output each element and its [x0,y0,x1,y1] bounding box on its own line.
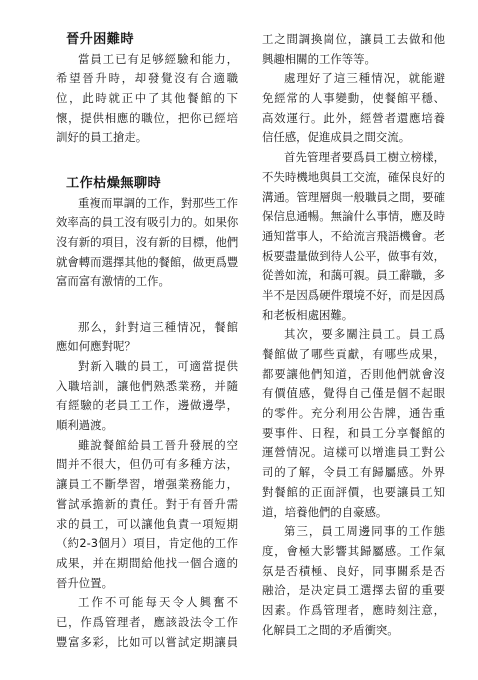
text-line: 重複而單調的工作，對那些工作 [78,195,238,210]
left-column [56,30,238,652]
text-line: 興趣相關的工作等等。 [262,51,376,66]
text-line: 懷，提供相應的職位，把你已經培 [56,110,238,125]
text-line: 運營情况。這樣可以增進員工對公 [262,445,445,460]
text-line: 豐富多彩，比如可以嘗試定期讓員 [56,634,238,649]
text-line: 板要盡量做到待人公平，做事有效， [262,248,445,263]
text-line: 雖說餐館給員工晉升發展的空 [78,437,238,452]
text-line: （約2-3個月）項目，肯定他的工作 [56,536,238,551]
text-line: 要事件、日程，和員工分享餐館的 [262,425,445,440]
text-line: 氛是否積極、良好，同事關系是否 [262,563,445,578]
section-heading: 晉升困難時 [66,32,134,47]
text-line: 首先管理者要爲員工樹立榜樣， [284,150,445,165]
text-line: 求的員工，可以讓他負責一項短期 [56,516,238,531]
text-line: 有價值感，覺得自己僅是個不起眼 [262,386,445,401]
text-line: 位，此時就正中了其他餐館的下 [56,91,238,106]
text-line: 道，培養他們的自豪感。 [262,504,388,519]
text-line: 從善如流，和藹可親。員工辭職，多 [262,268,445,283]
text-line: 第三，員工周邊同事的工作態 [284,524,445,539]
text-line: 因素。作爲管理者，應時刻注意， [262,602,445,617]
text-line: 效率高的員工沒有吸引力的。如果你 [56,215,238,230]
text-line: 已，作爲管理者，應該設法令工作 [56,614,238,629]
text-line: 成果，并在期間給他找一個合適的 [56,555,238,570]
text-line: 的零件。充分利用公告牌，通告重 [262,406,445,421]
text-line: 嘗試承擔新的責任。對于有晉升需 [56,496,238,511]
text-line: 那么，針對這三種情况，餐館 [78,319,238,334]
text-line: 融洽，是决定員工選擇去留的重要 [262,583,445,598]
text-line: 讓員工不斷學習，增强業務能力， [56,477,238,492]
text-line: 就會轉而選擇其他的餐館，做更爲豐 [56,254,238,269]
text-line: 對餐館的正面評價，也要讓員工知 [262,484,445,499]
text-line: 司的了解，令員工有歸屬感。外界 [262,465,445,480]
text-line: 免經常的人事變動，使餐館平穩、 [262,91,445,106]
text-line: 都要讓他們知道，否則他們就會沒 [262,366,445,381]
text-line: 餐館做了哪些貢獻，有哪些成果， [262,347,445,361]
text-line: 當員工已有足够經驗和能力， [78,51,238,66]
text-line: 高效運行。此外，經營者還應培養 [262,110,445,125]
text-line: 工作不可能每天令人興奮不 [78,595,238,610]
text-line: 工之間調換崗位，讓員工去做和他 [262,32,445,46]
text-line: 沒有新的項目，沒有新的目標，他們 [56,234,238,249]
text-line: 化解員工之間的矛盾衝突。 [262,622,399,637]
text-line: 保信息通暢。無論什么事情，應及時 [262,209,445,224]
text-line: 其次，要多關注員工。員工爲 [284,327,445,342]
paragraph-gap [56,148,238,168]
text-line: 訓好的員工搶走。 [56,130,148,145]
text-line: 通知當事人，不給流言飛語機會。老 [262,228,445,243]
text-line: 和老板相處困難。 [262,307,354,322]
text-line: 溝通。管理層與一般職員之間，要確 [262,189,445,204]
text-line: 有經驗的老員工工作，邊做邊學， [56,398,238,413]
text-line: 處理好了這三種情况，就能避 [284,71,445,86]
text-line: 希望晉升時，却發覺沒有合適職 [56,71,238,86]
text-line: 半不是因爲硬件環境不好，而是因爲 [262,287,445,302]
text-line: 信任感，促進成員之間交流。 [262,130,411,145]
text-line: 晉升位置。 [56,575,113,590]
paragraph-gap [56,292,238,312]
right-column [262,30,445,640]
text-line: 對新入職的員工，可適當提供 [78,359,238,373]
text-line: 入職培訓，讓他們熟悉業務，并隨 [56,378,238,393]
text-line: 順利過渡。 [56,418,113,433]
text-line: 度，會極大影響其歸屬感。工作氣 [262,543,445,558]
text-line: 間并不很大，但仍可有多種方法， [56,457,238,472]
text-line: 富而富有激情的工作。 [56,274,170,289]
text-line: 應如何應對呢？ [56,339,136,354]
text-line: 不失時機地與員工交流，確保良好的 [262,169,445,184]
section-heading: 工作枯燥無聊時 [66,175,162,191]
